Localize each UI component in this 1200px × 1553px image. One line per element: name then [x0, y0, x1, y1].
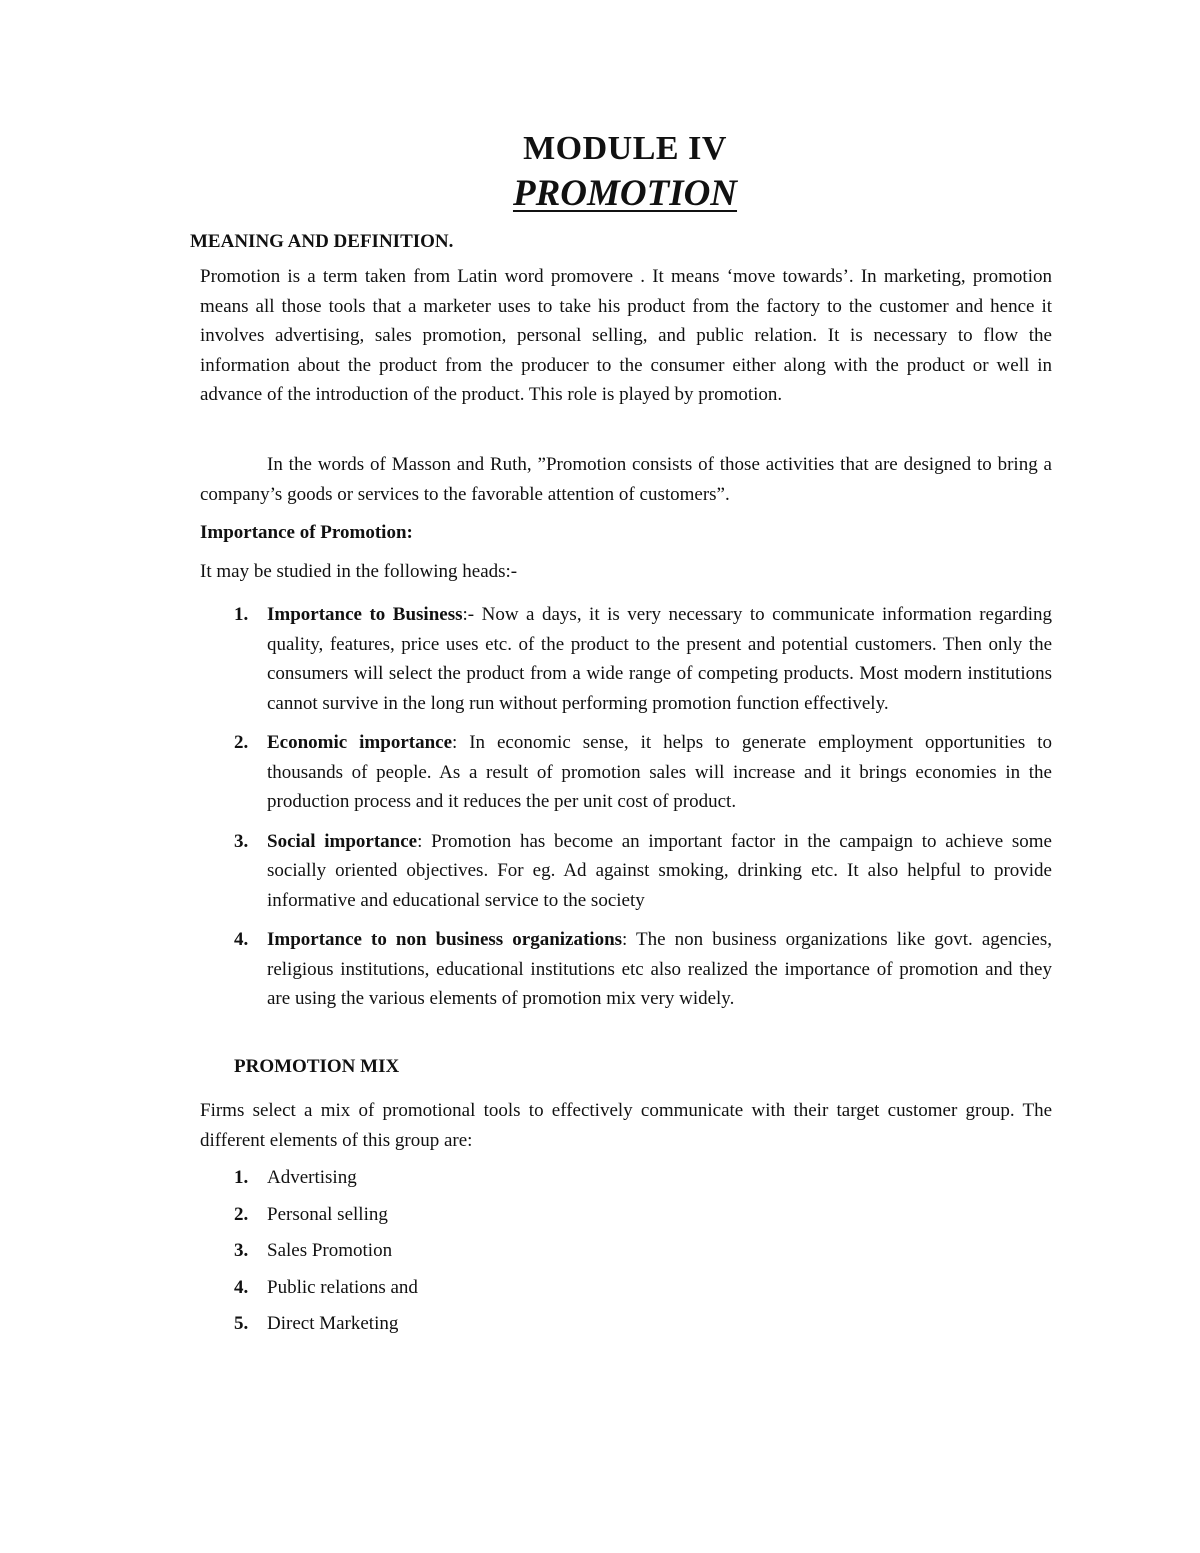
- item-label: Sales Promotion: [267, 1240, 393, 1261]
- item-number: 2.: [234, 1203, 249, 1225]
- section-title: PROMOTION: [512, 173, 738, 214]
- item-title: Economic importance: [267, 732, 453, 753]
- item-label: Direct Marketing: [267, 1313, 399, 1334]
- item-text: : In economic sense, it helps to generate employment opportunities to thousands of people. As a result of promotion sales will increase and it brings economies in the production process and it reduces the per unit cost of product.: [267, 732, 1052, 812]
- item-label: Public relations and: [267, 1276, 418, 1298]
- item-number: 5.: [234, 1313, 249, 1334]
- importance-heading: Importance of Promotion:: [200, 522, 413, 543]
- list-item: [234, 1200, 418, 1237]
- item-text: : Promotion has become an important factor in the campaign to achieve some socially oriented objectives. For eg. Ad against smoking, drinking etc. It also helpful to provide informative and educational service to the society: [267, 830, 1052, 911]
- item-number: 4.: [234, 1276, 249, 1298]
- importance-list: [234, 600, 1052, 1024]
- module-title: MODULE IV: [523, 130, 727, 167]
- item-title: Importance to Business: [267, 604, 463, 625]
- importance-item: [234, 925, 1052, 1014]
- item-number: 3.: [234, 1240, 249, 1261]
- item-number: 3.: [234, 830, 249, 852]
- list-item: [234, 1236, 418, 1273]
- item-text: :- Now a days, it is very necessary to communicate information regarding quality, features, price uses etc. of the product to the present and potential customers. Then only the consumers will select the product from a wide range of competing products. Most modern institutions cannot survive in the long run without performing promotion function effectively.: [267, 604, 1053, 714]
- definition-quote-paragraph: In the words of Masson and Ruth, ”Promotion consists of those activities that are designed to bring a company’s goods or services to the favorable attention of customers”.: [200, 454, 1052, 505]
- list-item: [234, 1309, 418, 1346]
- item-number: 1.: [234, 1167, 249, 1188]
- item-text: : The non business organizations like govt. agencies, religious institutions, educational institutions etc also realized the importance of promotion and they are using the various elements of promotion mix very widely.: [267, 929, 1052, 1009]
- list-item: [234, 1273, 418, 1310]
- item-title: Importance to non business organizations: [267, 929, 623, 950]
- importance-item: [234, 827, 1052, 916]
- item-label: Personal selling: [267, 1203, 388, 1225]
- item-number: 2.: [234, 732, 249, 753]
- item-number: 1.: [234, 604, 249, 625]
- item-title: Social importance: [267, 830, 418, 852]
- list-item: [234, 1163, 418, 1200]
- promotion-mix-heading: PROMOTION MIX: [234, 1056, 400, 1077]
- promotion-mix-intro: Firms select a mix of promotional tools to effectively communicate with their target customer group. The different elements of this group are:: [200, 1100, 1052, 1151]
- promotion-mix-list: [234, 1163, 418, 1346]
- meaning-heading: MEANING AND DEFINITION.: [190, 231, 454, 252]
- meaning-paragraph: Promotion is a term taken from Latin word promovere . It means ‘move towards’. In marketing, promotion means all those tools that a marketer uses to take his product from the factory to the customer and hence it involves advertising, sales promotion, personal selling, and public relation. It is necessary to flow the information about the product from the producer to the consumer either along with the product or well in advance of the introduction of the product. This role is played by promotion.: [200, 266, 1052, 405]
- item-number: 4.: [234, 929, 249, 950]
- item-label: Advertising: [267, 1167, 357, 1188]
- importance-item: [234, 728, 1052, 817]
- importance-intro: It may be studied in the following heads:-: [200, 561, 518, 582]
- importance-item: [234, 600, 1052, 718]
